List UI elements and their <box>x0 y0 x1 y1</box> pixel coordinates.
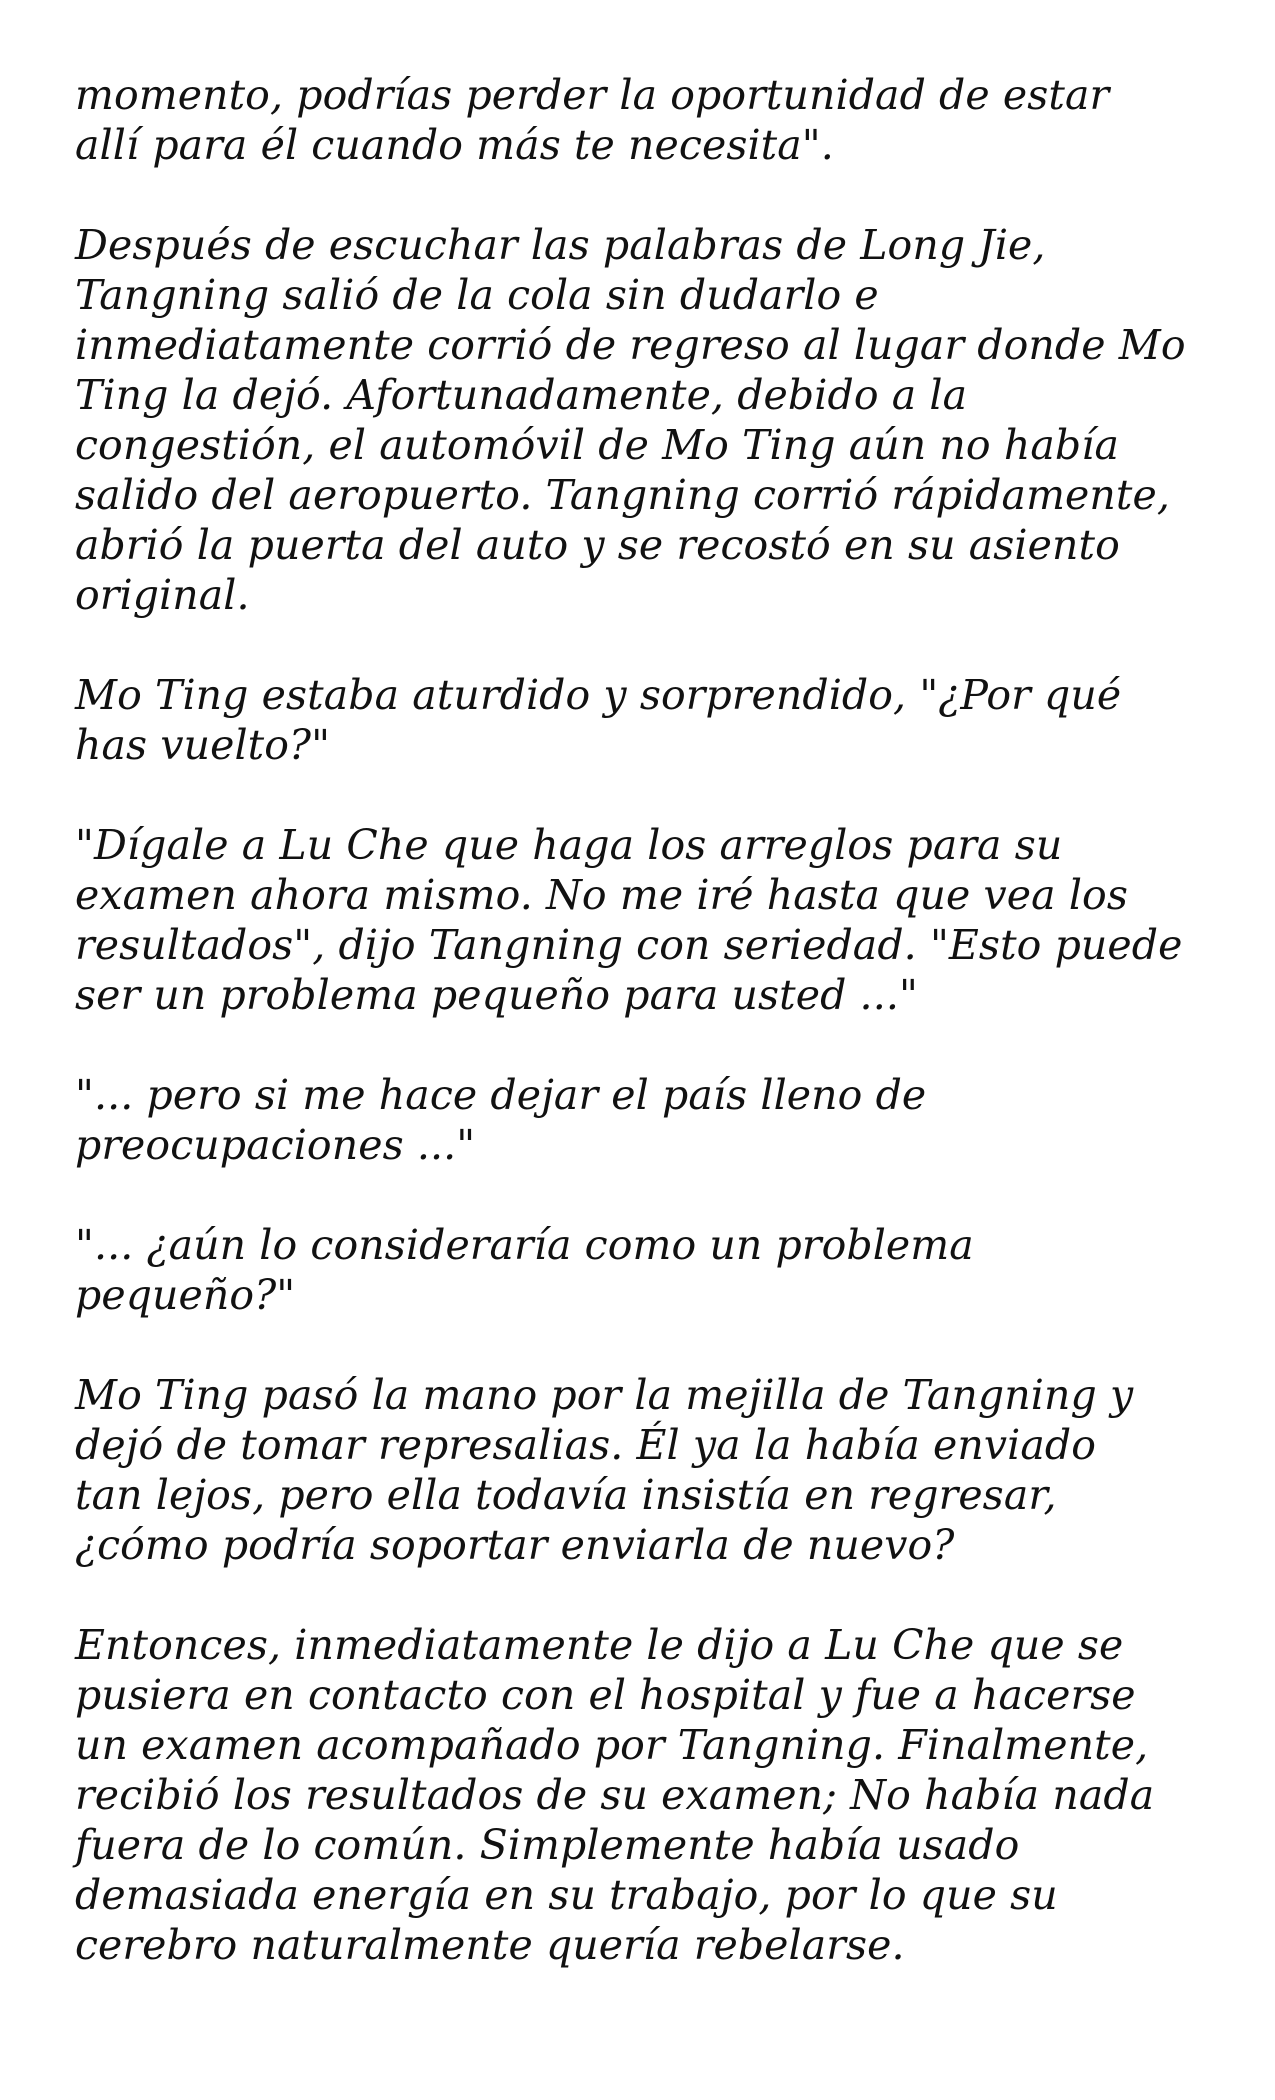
paragraph-4: "Dígale a Lu Che que haga los arreglos para su examen ahora mismo. No me iré hasta que vea los resultados", dijo Tangning con seriedad. "Esto puede ser un problema pequeño para usted ..." <box>75 821 1183 1019</box>
paragraph-5: "... pero si me hace dejar el país lleno de preocupaciones ..." <box>75 1071 927 1169</box>
paragraph-3: Mo Ting estaba aturdido y sorprendido, "¿Por qué has vuelto?" <box>75 671 1122 769</box>
paragraph-8: Entonces, inmediatamente le dijo a Lu Che que se pusiera en contacto con el hospital y fue a hacerse un examen acompañado por Tangning. Finalmente, recibió los resultados de su examen; No había nada fuera de lo común. Simplemente había usado demasiada energía en su trabajo, por lo que su cerebro naturalmente quería rebelarse. <box>75 1621 1155 1969</box>
paragraph-2: Después de escuchar las palabras de Long Jie, Tangning salió de la cola sin dudarlo e inmediatamente corrió de regreso al lugar donde Mo Ting la dejó. Afortunadamente, debido a la congestión, el automóvil de Mo Ting aún no había salido del aeropuerto. Tangning corrió rápidamente, abrió la puerta del auto y se recostó en su asiento original. <box>75 221 1186 619</box>
paragraph-7: Mo Ting pasó la mano por la mejilla de Tangning y dejó de tomar represalias. Él ya la había enviado tan lejos, pero ella todavía insistía en regresar, ¿cómo podría soportar enviarla de nuevo? <box>75 1371 1134 1569</box>
paragraph-6: "... ¿aún lo consideraría como un problema pequeño?" <box>75 1221 974 1319</box>
article-body <box>75 70 1215 1970</box>
paragraph-1: momento, podrías perder la oportunidad de estar allí para él cuando más te necesita". <box>75 71 1110 169</box>
